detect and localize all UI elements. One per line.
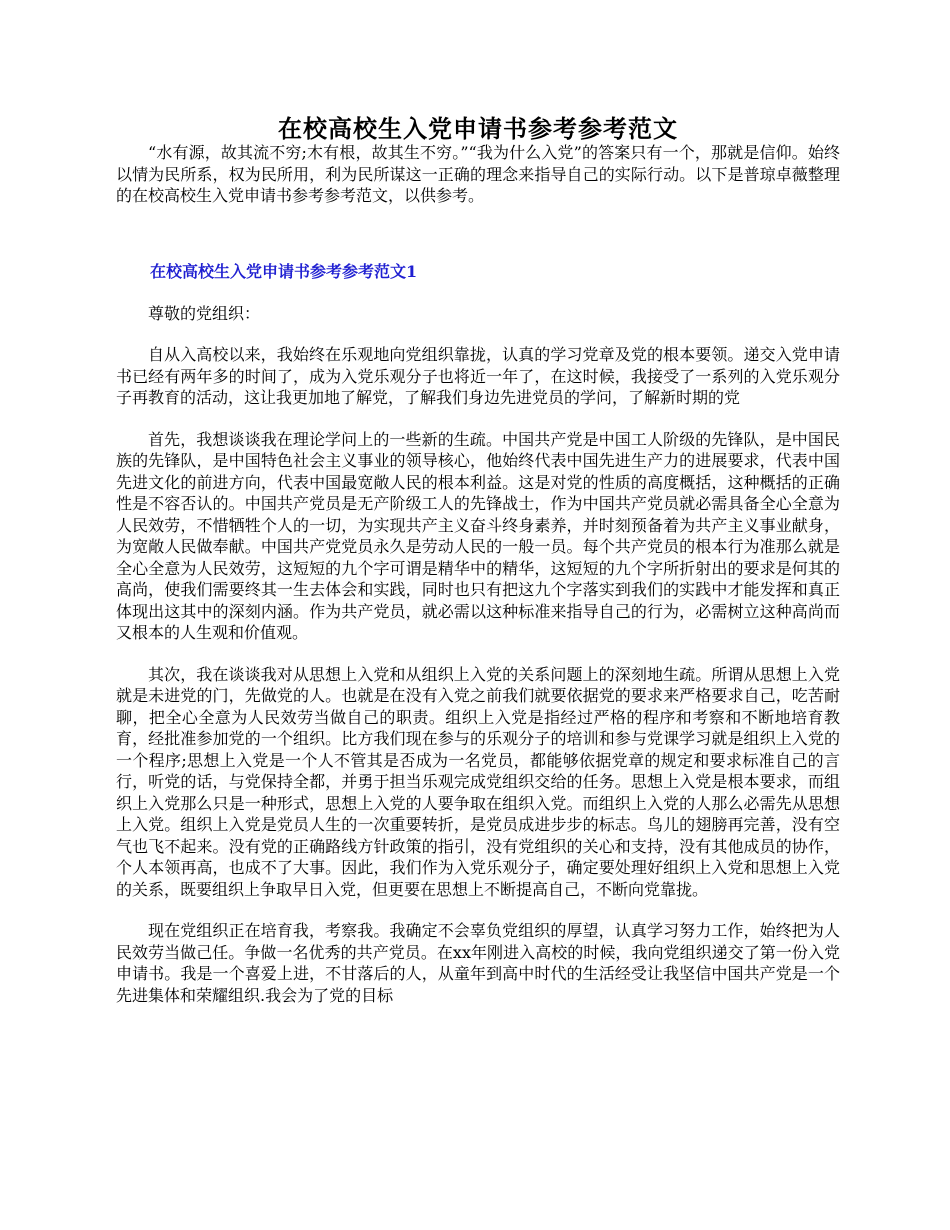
salutation: 尊敬的党组织： xyxy=(148,303,261,323)
document-title: 在校高校生入党申请书参考参考范文 xyxy=(278,114,678,143)
body-paragraph-3: 其次，我在谈谈我对从思想上入党和从组织上入党的关系问题上的深刻地生疏。所谓从思想上入党就是未进党的门，先做党的人。也就是在没有入党之前我们就要依据党的要求来严格要求自己，吃苦耐聊，把全心全意为人民效劳当做自己的职责。组织上入党是指经过严格的程序和考察和不断地培育教育，经批准参加党的一个组织。比方我们现在参与的乐观分子的培训和参与党课学习就是组织上入党的一个程序;思想上入党是一个人不管其是否成为一名党员，都能够依据党章的规定和要求标准自己的言行，听党的话，与党保持全都，并勇于担当乐观完成党组织交给的任务。思想上入党是根本要求，而组织上入党那么只是一种形式，思想上入党的人要争取在组织入党。而组织上入党的人那么必需先从思想上入党。组织上入党是党员人生的一次重要转折，是党员成进步步的标志。鸟儿的翅膀再完善，没有空气也飞不起来。没有党的正确路线方针政策的指引，没有党组织的关心和支持，没有其他成员的协作，个人本领再高，也成不了大事。因此，我们作为入党乐观分子，确定要处理好组织上入党和思想上入党的关系，既要组织上争取早日入党，但更要在思想上不断提高自己，不断向党靠拢。 xyxy=(116,664,840,899)
body-paragraph-2: 首先，我想谈谈我在理论学问上的一些新的生疏。中国共产党是中国工人阶级的先锋队，是中国民族的先锋队，是中国特色社会主义事业的领导核心，他始终代表中国先进生产力的进展要求，代表中国先进文化的前进方向，代表中国最宽敞人民的根本利益。这是对党的性质的高度概括，这种概括的正确性是不容否认的。中国共产党员是无产阶级工人的先锋战士，作为中国共产党员就必需具备全心全意为人民效劳，不惜牺牲个人的一切，为实现共产主义奋斗终身素养，并时刻预备着为共产主义事业献身，为宽敞人民做奉献。中国共产党党员永久是劳动人民的一般一员。每个共产党员的根本行为准那么就是全心全意为人民效劳，这短短的九个字可谓是精华中的精华，这短短的九个字所折射出的要求是何其的高尚，使我们需要终其一生去体会和实践，同时也只有把这九个字落实到我们的实践中才能发挥和真正体现出这其中的深刻内涵。作为共产党员，就必需以这种标准来指导自己的行为，必需树立这种高尚而又根本的人生观和价值观。 xyxy=(116,429,840,642)
intro-paragraph: “水有源，故其流不穷;木有根，故其生不穷。”“我为什么入党”的答案只有一个，那就是信仰。始终以情为民所系，权为民所用，利为民所谋这一正确的理念来指导自己的实际行动。以下是普琼卓薇整理的在校高校生入党申请书参考参考范文，以供参考。 xyxy=(116,143,840,205)
section-heading-link[interactable]: 在校高校生入党申请书参考参考范文1 xyxy=(150,261,418,281)
body-paragraph-4: 现在党组织正在培育我，考察我。我确定不会辜负党组织的厚望，认真学习努力工作，始终把为人民效劳当做己任。争做一名优秀的共产党员。在xx年刚进入高校的时候，我向党组织递交了第一份入党申请书。我是一个喜爱上进，不甘落后的人，从童年到高中时代的生活经受让我坚信中国共产党是一个先进集体和荣耀组织.我会为了党的目标 xyxy=(116,921,840,1005)
body-paragraph-1: 自从入高校以来，我始终在乐观地向党组织靠拢，认真的学习党章及党的根本要领。递交入党申请书已经有两年多的时间了，成为入党乐观分子也将近一年了，在这时候，我接受了一系列的入党乐观分子再教育的活动，这让我更加地了解党，了解我们身边先进党员的学问，了解新时期的党 xyxy=(116,345,840,407)
document-page xyxy=(116,112,840,1006)
